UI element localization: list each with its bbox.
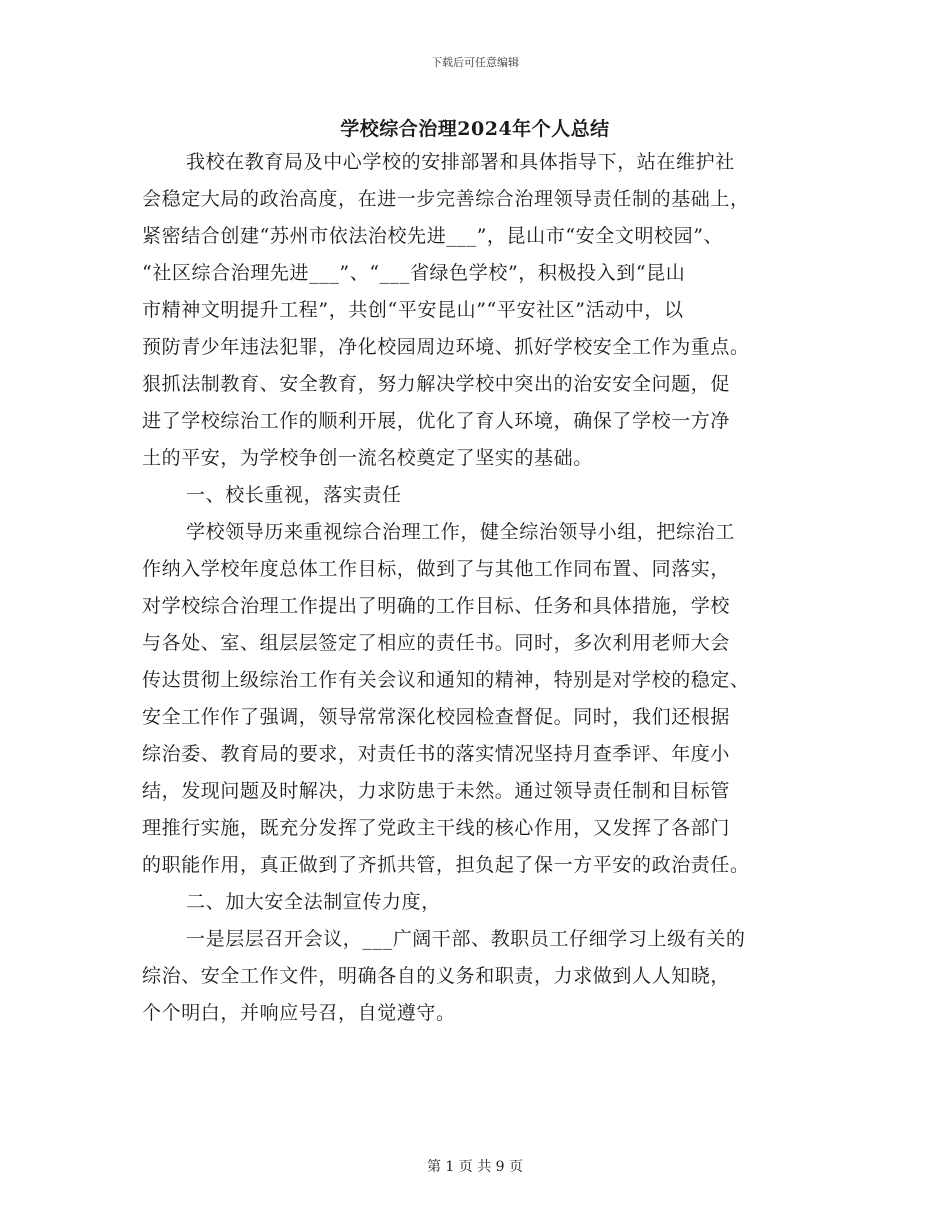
paragraph-line: 个个明白，并响应号召，自觉遵守。 bbox=[142, 1002, 456, 1024]
paragraph-line: 对学校综合治理工作提出了明确的工作目标、任务和具体措施，学校 bbox=[142, 595, 731, 617]
document-title: 学校综合治理2024年个人总结 bbox=[340, 118, 610, 140]
paragraph-line: 会稳定大局的政治高度，在进一步完善综合治理领导责任制的基础上， bbox=[142, 188, 750, 210]
document-body bbox=[142, 144, 808, 1032]
paragraph-line: 土的平安，为学校争创一流名校奠定了坚实的基础。 bbox=[142, 447, 593, 469]
paragraph-line: 市精神文明提升工程”，共创“平安昆山”“平安社区”活动中，以 bbox=[142, 299, 684, 321]
paragraph-line: 与各处、室、组层层签定了相应的责任书。同时，多次利用老师大会 bbox=[142, 632, 731, 654]
paragraph-line: 传达贯彻上级综治工作有关会议和通知的精神，特别是对学校的稳定、 bbox=[142, 669, 750, 691]
paragraph-line: 我校在教育局及中心学校的安排部署和具体指导下，站在维护社 bbox=[186, 151, 735, 173]
paragraph-line: “社区综合治理先进___”、“___省绿色学校”，积极投入到“昆山 bbox=[142, 262, 686, 284]
section-heading: 二、加大安全法制宣传力度， bbox=[186, 891, 441, 913]
paragraph-line: 综治、安全工作文件，明确各自的义务和职责，力求做到人人知晓， bbox=[142, 965, 731, 987]
header-note: 下载后可任意编辑 bbox=[431, 56, 519, 69]
paragraph-line: 进了学校综治工作的顺利开展，优化了育人环境，确保了学校一方净 bbox=[142, 410, 731, 432]
paragraph-line: 理推行实施，既充分发挥了党政主干线的核心作用，又发挥了各部门 bbox=[142, 817, 731, 839]
paragraph-line: 预防青少年违法犯罪，净化校园周边环境、抓好学校安全工作为重点。 bbox=[142, 336, 750, 358]
paragraph-line: 学校领导历来重视综合治理工作，健全综治领导小组，把综治工 bbox=[186, 521, 735, 543]
paragraph-line: 一是层层召开会议，___广阔干部、教职员工仔细学习上级有关的 bbox=[186, 928, 746, 950]
page-number: 第 1 页 共 9 页 bbox=[426, 1159, 524, 1175]
paragraph-line: 的职能作用，真正做到了齐抓共管，担负起了保一方平安的政治责任。 bbox=[142, 854, 750, 876]
paragraph-line: 作纳入学校年度总体工作目标，做到了与其他工作同布置、同落实， bbox=[142, 558, 731, 580]
section-heading: 一、校长重视，落实责任 bbox=[186, 484, 402, 506]
paragraph-line: 综治委、教育局的要求，对责任书的落实情况坚持月查季评、年度小 bbox=[142, 743, 731, 765]
paragraph-line: 安全工作作了强调，领导常常深化校园检查督促。同时，我们还根据 bbox=[142, 706, 731, 728]
paragraph-line: 紧密结合创建“苏州市依法治校先进___”，昆山市“安全文明校园”、 bbox=[142, 225, 724, 247]
paragraph-line: 结，发现问题及时解决，力求防患于未然。通过领导责任制和目标管 bbox=[142, 780, 731, 802]
paragraph-line: 狠抓法制教育、安全教育，努力解决学校中突出的治安安全问题，促 bbox=[142, 373, 731, 395]
